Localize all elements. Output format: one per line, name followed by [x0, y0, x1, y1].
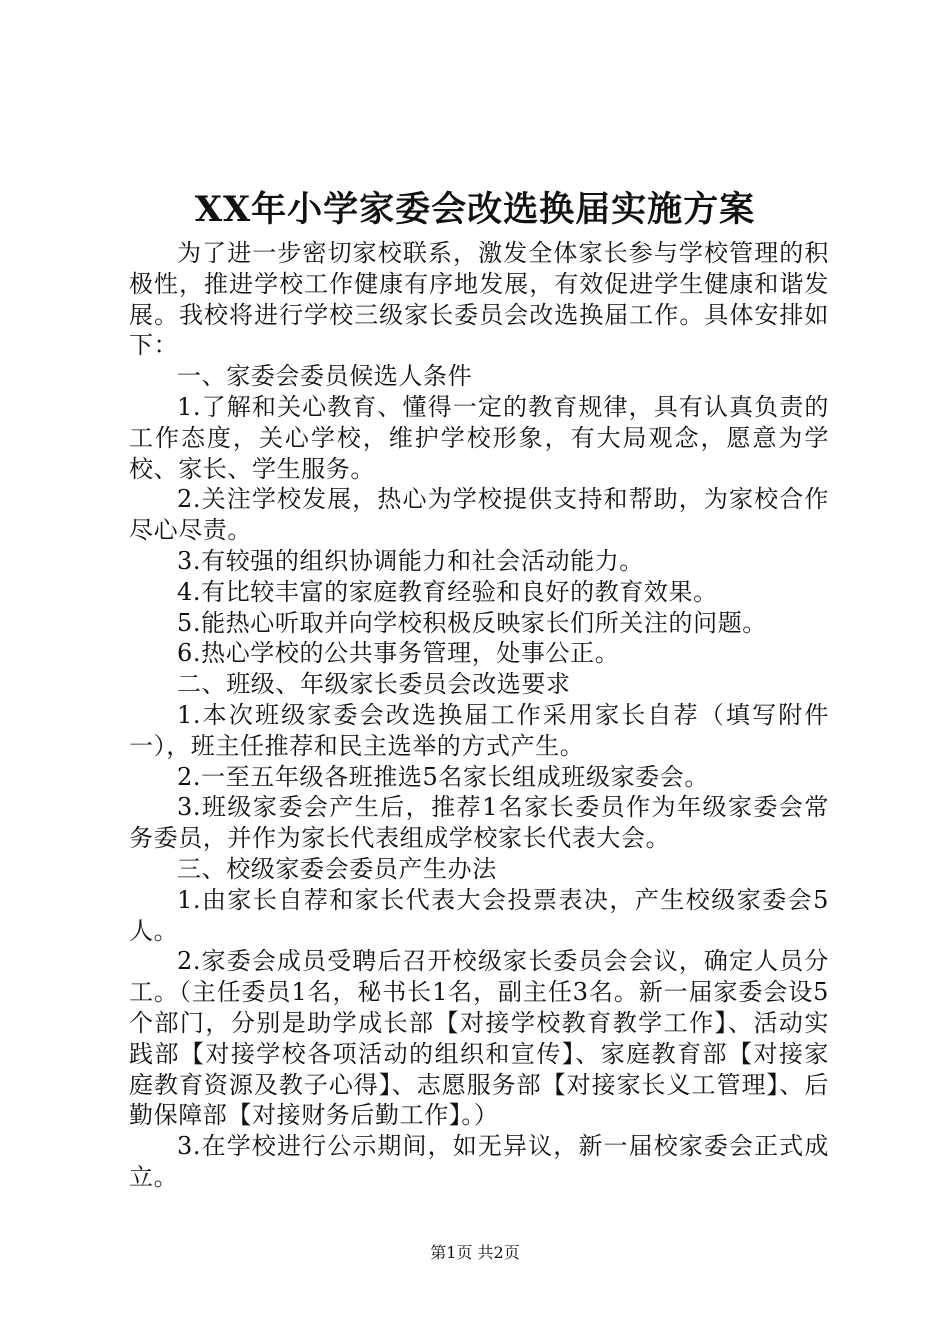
- list-item: 6.热心学校的公共事务管理，处事公正。: [177, 639, 620, 668]
- list-item: 1.了解和关心教育、懂得一定的教育规律，具有认真负责的工作态度，关心学校，维护学校形象，有大局观念，愿意为学校、家长、学生服务。: [129, 392, 829, 483]
- section-heading-3: 三、校级家委会委员产生办法: [177, 854, 497, 883]
- intro-paragraph: 为了进一步密切家校联系，激发全体家长参与学校管理的积极性，推进学校工作健康有序地发展，有效促进学生健康和谐发展。我校将进行学校三级家长委员会改选换届工作。具体安排如下：: [129, 239, 829, 360]
- list-item: 1.由家长自荐和家长代表大会投票表决，产生校级家委会5人。: [129, 885, 829, 945]
- section-heading-1: 一、家委会委员候选人条件: [177, 362, 473, 391]
- list-item: 3.班级家委会产生后，推荐1名家长委员作为年级家委会常务委员，并作为家长代表组成学校家长代表大会。: [129, 793, 829, 853]
- page-number-footer: 第1页 共2页: [430, 1243, 520, 1262]
- list-item: 1.本次班级家委会改选换届工作采用家长自荐（填写附件一），班主任推荐和民主选举的方式产生。: [129, 700, 829, 760]
- list-item: 2.一至五年级各班推选5名家长组成班级家委会。: [177, 762, 709, 791]
- document-title: XX年小学家委会改选换届实施方案: [194, 189, 756, 230]
- list-item: 2.家委会成员受聘后召开校级家长委员会会议，确定人员分工。（主任委员1名，秘书长1名，副主任3名。新一届家委会设5个部门，分别是助学成长部【对接学校教育教学工作】、活动实践部【对接学校各项活动的组织和宣传】、家庭教育部【对接家庭教育资源及教子心得】、志愿服务部【对接家长义工管理】、后勤保障部【对接财务后勤工作】。）: [129, 947, 829, 1130]
- list-item: 3.有较强的组织协调能力和社会活动能力。: [177, 546, 644, 575]
- document-body: [129, 238, 829, 1193]
- list-item: 3.在学校进行公示期间，如无异议，新一届校家委会正式成立。: [129, 1132, 829, 1191]
- list-item: 2.关注学校发展，热心为学校提供支持和帮助，为家校合作尽心尽责。: [129, 485, 829, 545]
- list-item: 4.有比较丰富的家庭教育经验和良好的教育效果。: [177, 577, 718, 606]
- list-item: 5.能热心听取并向学校积极反映家长们所关注的问题。: [177, 608, 767, 637]
- section-heading-2: 二、班级、年级家长委员会改选要求: [177, 670, 571, 699]
